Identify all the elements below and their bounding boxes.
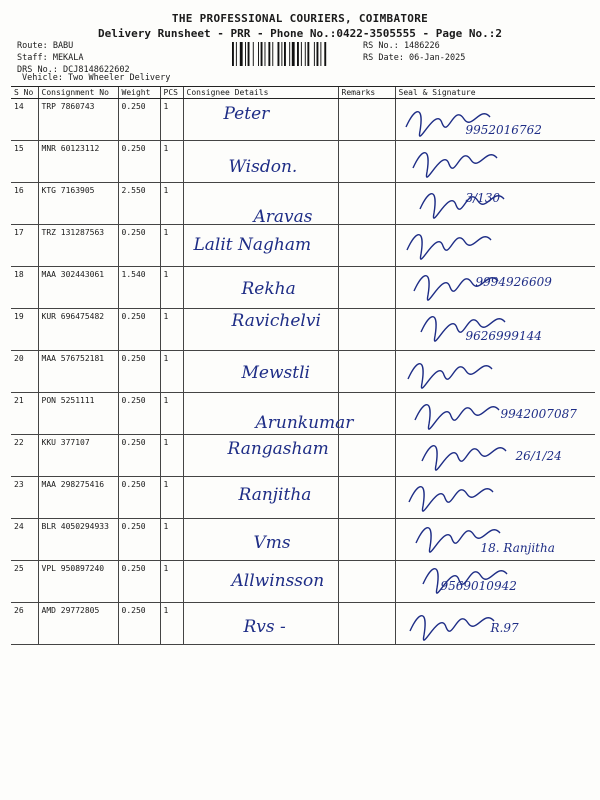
cell-seal-signature xyxy=(395,183,595,225)
cell-seal-signature xyxy=(395,519,595,561)
cell-seal-signature xyxy=(395,477,595,519)
cell-sno: 15 xyxy=(11,141,38,183)
table-row xyxy=(11,351,595,393)
table-row xyxy=(11,225,595,267)
cell-pcs: 1 xyxy=(160,393,183,435)
cell-remarks xyxy=(338,225,395,267)
runsheet-subtitle: Delivery Runsheet - PRR - Phone No.:0422-3505555 - Page No.:2 xyxy=(98,27,502,40)
signature-scribble xyxy=(396,477,596,517)
table-row xyxy=(11,99,595,141)
cell-sno: 16 xyxy=(11,183,38,225)
cell-weight: 0.250 xyxy=(118,225,160,267)
cell-consignment-no: KKU 377107 xyxy=(38,435,118,477)
table-header-row xyxy=(11,87,595,99)
cell-pcs: 1 xyxy=(160,225,183,267)
rs-date: RS Date: 06-Jan-2025 xyxy=(363,53,466,63)
cell-seal-signature xyxy=(395,561,595,603)
cell-pcs: 1 xyxy=(160,561,183,603)
table-row xyxy=(11,183,595,225)
cell-seal-signature xyxy=(395,141,595,183)
cell-weight: 0.250 xyxy=(118,393,160,435)
cell-pcs: 1 xyxy=(160,141,183,183)
cell-sno: 18 xyxy=(11,267,38,309)
route-label: Route: BABU xyxy=(17,41,74,51)
vehicle-label: Vehicle: Two Wheeler Delivery xyxy=(22,73,171,83)
col-header-sno: S No xyxy=(11,87,38,99)
cell-sno: 24 xyxy=(11,519,38,561)
cell-remarks xyxy=(338,561,395,603)
consignee-handwritten-name: Arunkumar xyxy=(255,413,354,433)
cell-consignment-no: MAA 298275416 xyxy=(38,477,118,519)
col-header-pcs: PCS xyxy=(160,87,183,99)
cell-consignee xyxy=(183,309,338,351)
cell-remarks xyxy=(338,477,395,519)
cell-consignee xyxy=(183,393,354,435)
cell-seal-signature xyxy=(395,99,595,141)
cell-consignee xyxy=(183,435,338,477)
cell-pcs: 1 xyxy=(160,267,183,309)
cell-seal-signature xyxy=(395,603,595,645)
cell-consignment-no: TRP 7860743 xyxy=(38,99,118,141)
cell-seal-signature xyxy=(395,351,595,393)
staff-label: Staff: MEKALA xyxy=(17,53,84,63)
cell-pcs: 1 xyxy=(160,351,183,393)
cell-consignment-no: TRZ 131287563 xyxy=(38,225,118,267)
signature-handwritten-text: 18. Ranjitha xyxy=(480,541,555,555)
rs-number: RS No.: 1486226 xyxy=(363,41,440,51)
signature-scribble xyxy=(396,225,596,265)
consignee-handwritten-name: Aravas xyxy=(253,207,313,227)
cell-consignment-no: PON 5251111 xyxy=(38,393,118,435)
consignee-handwritten-name: Rvs - xyxy=(243,617,286,637)
consignee-handwritten-name: Lalit Nagham xyxy=(193,235,312,255)
col-header-consignee: Consignee Details xyxy=(183,87,338,99)
table-row xyxy=(11,519,595,561)
cell-consignment-no: MAA 302443061 xyxy=(38,267,118,309)
cell-consignee xyxy=(183,603,338,645)
cell-weight: 2.550 xyxy=(118,183,160,225)
signature-handwritten-text: R.97 xyxy=(490,621,519,635)
cell-sno: 25 xyxy=(11,561,38,603)
col-header-signature: Seal & Signature xyxy=(395,87,595,99)
cell-sno: 14 xyxy=(11,99,38,141)
col-header-remarks: Remarks xyxy=(338,87,395,99)
cell-pcs: 1 xyxy=(160,519,183,561)
drs-number: DRS No.: DCJ8148622602 xyxy=(17,65,130,75)
signature-handwritten-text: 9952016762 xyxy=(465,123,542,137)
cell-consignee xyxy=(183,141,338,183)
signature-scribble xyxy=(396,141,596,181)
cell-sno: 17 xyxy=(11,225,38,267)
consignee-handwritten-name: Allwinsson xyxy=(231,571,325,591)
cell-weight: 0.250 xyxy=(118,309,160,351)
cell-remarks xyxy=(338,351,395,393)
cell-weight: 0.250 xyxy=(118,99,160,141)
cell-remarks xyxy=(338,99,395,141)
cell-consignee xyxy=(183,519,338,561)
cell-remarks xyxy=(338,435,395,477)
signature-handwritten-text: 9626999144 xyxy=(465,329,542,343)
cell-weight: 0.250 xyxy=(118,351,160,393)
cell-consignment-no: VPL 950897240 xyxy=(38,561,118,603)
cell-pcs: 1 xyxy=(160,309,183,351)
cell-weight: 0.250 xyxy=(118,561,160,603)
consignee-handwritten-name: Ravichelvi xyxy=(231,311,321,331)
barcode-image xyxy=(232,42,357,66)
col-header-weight: Weight xyxy=(118,87,160,99)
cell-weight: 0.250 xyxy=(118,603,160,645)
cell-seal-signature xyxy=(395,225,595,267)
cell-consignment-no: MAA 576752181 xyxy=(38,351,118,393)
cell-consignee xyxy=(183,351,338,393)
cell-remarks xyxy=(338,519,395,561)
cell-seal-signature xyxy=(395,309,595,351)
signature-scribble xyxy=(396,435,596,475)
cell-remarks xyxy=(338,141,395,183)
cell-weight: 0.250 xyxy=(118,477,160,519)
cell-seal-signature xyxy=(395,435,595,477)
cell-consignee xyxy=(183,99,338,141)
table-row xyxy=(11,267,595,309)
cell-pcs: 1 xyxy=(160,435,183,477)
signature-handwritten-text: 26/1/24 xyxy=(515,449,562,463)
cell-remarks xyxy=(338,267,395,309)
cell-weight: 0.250 xyxy=(118,141,160,183)
cell-weight: 1.540 xyxy=(118,267,160,309)
consignee-handwritten-name: Mewstli xyxy=(241,363,310,383)
cell-pcs: 1 xyxy=(160,603,183,645)
cell-consignment-no: AMD 29772805 xyxy=(38,603,118,645)
table-row xyxy=(11,477,595,519)
cell-sno: 23 xyxy=(11,477,38,519)
table-row xyxy=(11,393,595,435)
consignee-handwritten-name: Vms xyxy=(253,533,291,553)
signature-handwritten-text: 9942007087 xyxy=(500,407,577,421)
rs-block xyxy=(363,40,465,64)
cell-consignee xyxy=(183,183,338,225)
cell-weight: 0.250 xyxy=(118,435,160,477)
cell-sno: 22 xyxy=(11,435,38,477)
cell-weight: 0.250 xyxy=(118,519,160,561)
consignee-handwritten-name: Peter xyxy=(223,104,270,124)
table-row xyxy=(11,435,595,477)
cell-seal-signature xyxy=(395,267,595,309)
cell-remarks xyxy=(338,183,395,225)
table-row xyxy=(11,309,595,351)
cell-consignment-no: KTG 7163905 xyxy=(38,183,118,225)
signature-handwritten-text: 9994926609 xyxy=(475,275,552,289)
cell-pcs: 1 xyxy=(160,99,183,141)
cell-consignee xyxy=(183,225,338,267)
signature-scribble xyxy=(396,351,596,391)
table-row xyxy=(11,603,595,645)
cell-sno: 21 xyxy=(11,393,38,435)
table-row xyxy=(11,561,595,603)
cell-consignee xyxy=(183,267,338,309)
runsheet-table xyxy=(11,86,595,645)
cell-consignee xyxy=(183,477,338,519)
consignee-handwritten-name: Rangasham xyxy=(227,439,329,459)
route-staff-block xyxy=(17,40,130,76)
cell-sno: 26 xyxy=(11,603,38,645)
consignee-handwritten-name: Wisdon. xyxy=(228,157,298,177)
cell-sno: 20 xyxy=(11,351,38,393)
company-title: THE PROFESSIONAL COURIERS, COIMBATORE xyxy=(171,12,429,25)
cell-seal-signature xyxy=(395,393,595,435)
cell-remarks xyxy=(338,309,395,351)
cell-consignment-no: MNR 60123112 xyxy=(38,141,118,183)
cell-pcs: 1 xyxy=(160,183,183,225)
cell-consignment-no: KUR 696475482 xyxy=(38,309,118,351)
table-row xyxy=(11,141,595,183)
consignee-handwritten-name: Ranjitha xyxy=(238,485,312,505)
signature-handwritten-text: 3/130 xyxy=(465,191,501,205)
consignee-handwritten-name: Rekha xyxy=(241,279,296,299)
cell-pcs: 1 xyxy=(160,477,183,519)
cell-sno: 19 xyxy=(11,309,38,351)
col-header-consignment: Consignment No xyxy=(38,87,118,99)
signature-handwritten-text: 9569010942 xyxy=(440,579,517,593)
cell-consignee xyxy=(183,561,338,603)
cell-consignment-no: BLR 4050294933 xyxy=(38,519,118,561)
cell-remarks xyxy=(338,603,395,645)
